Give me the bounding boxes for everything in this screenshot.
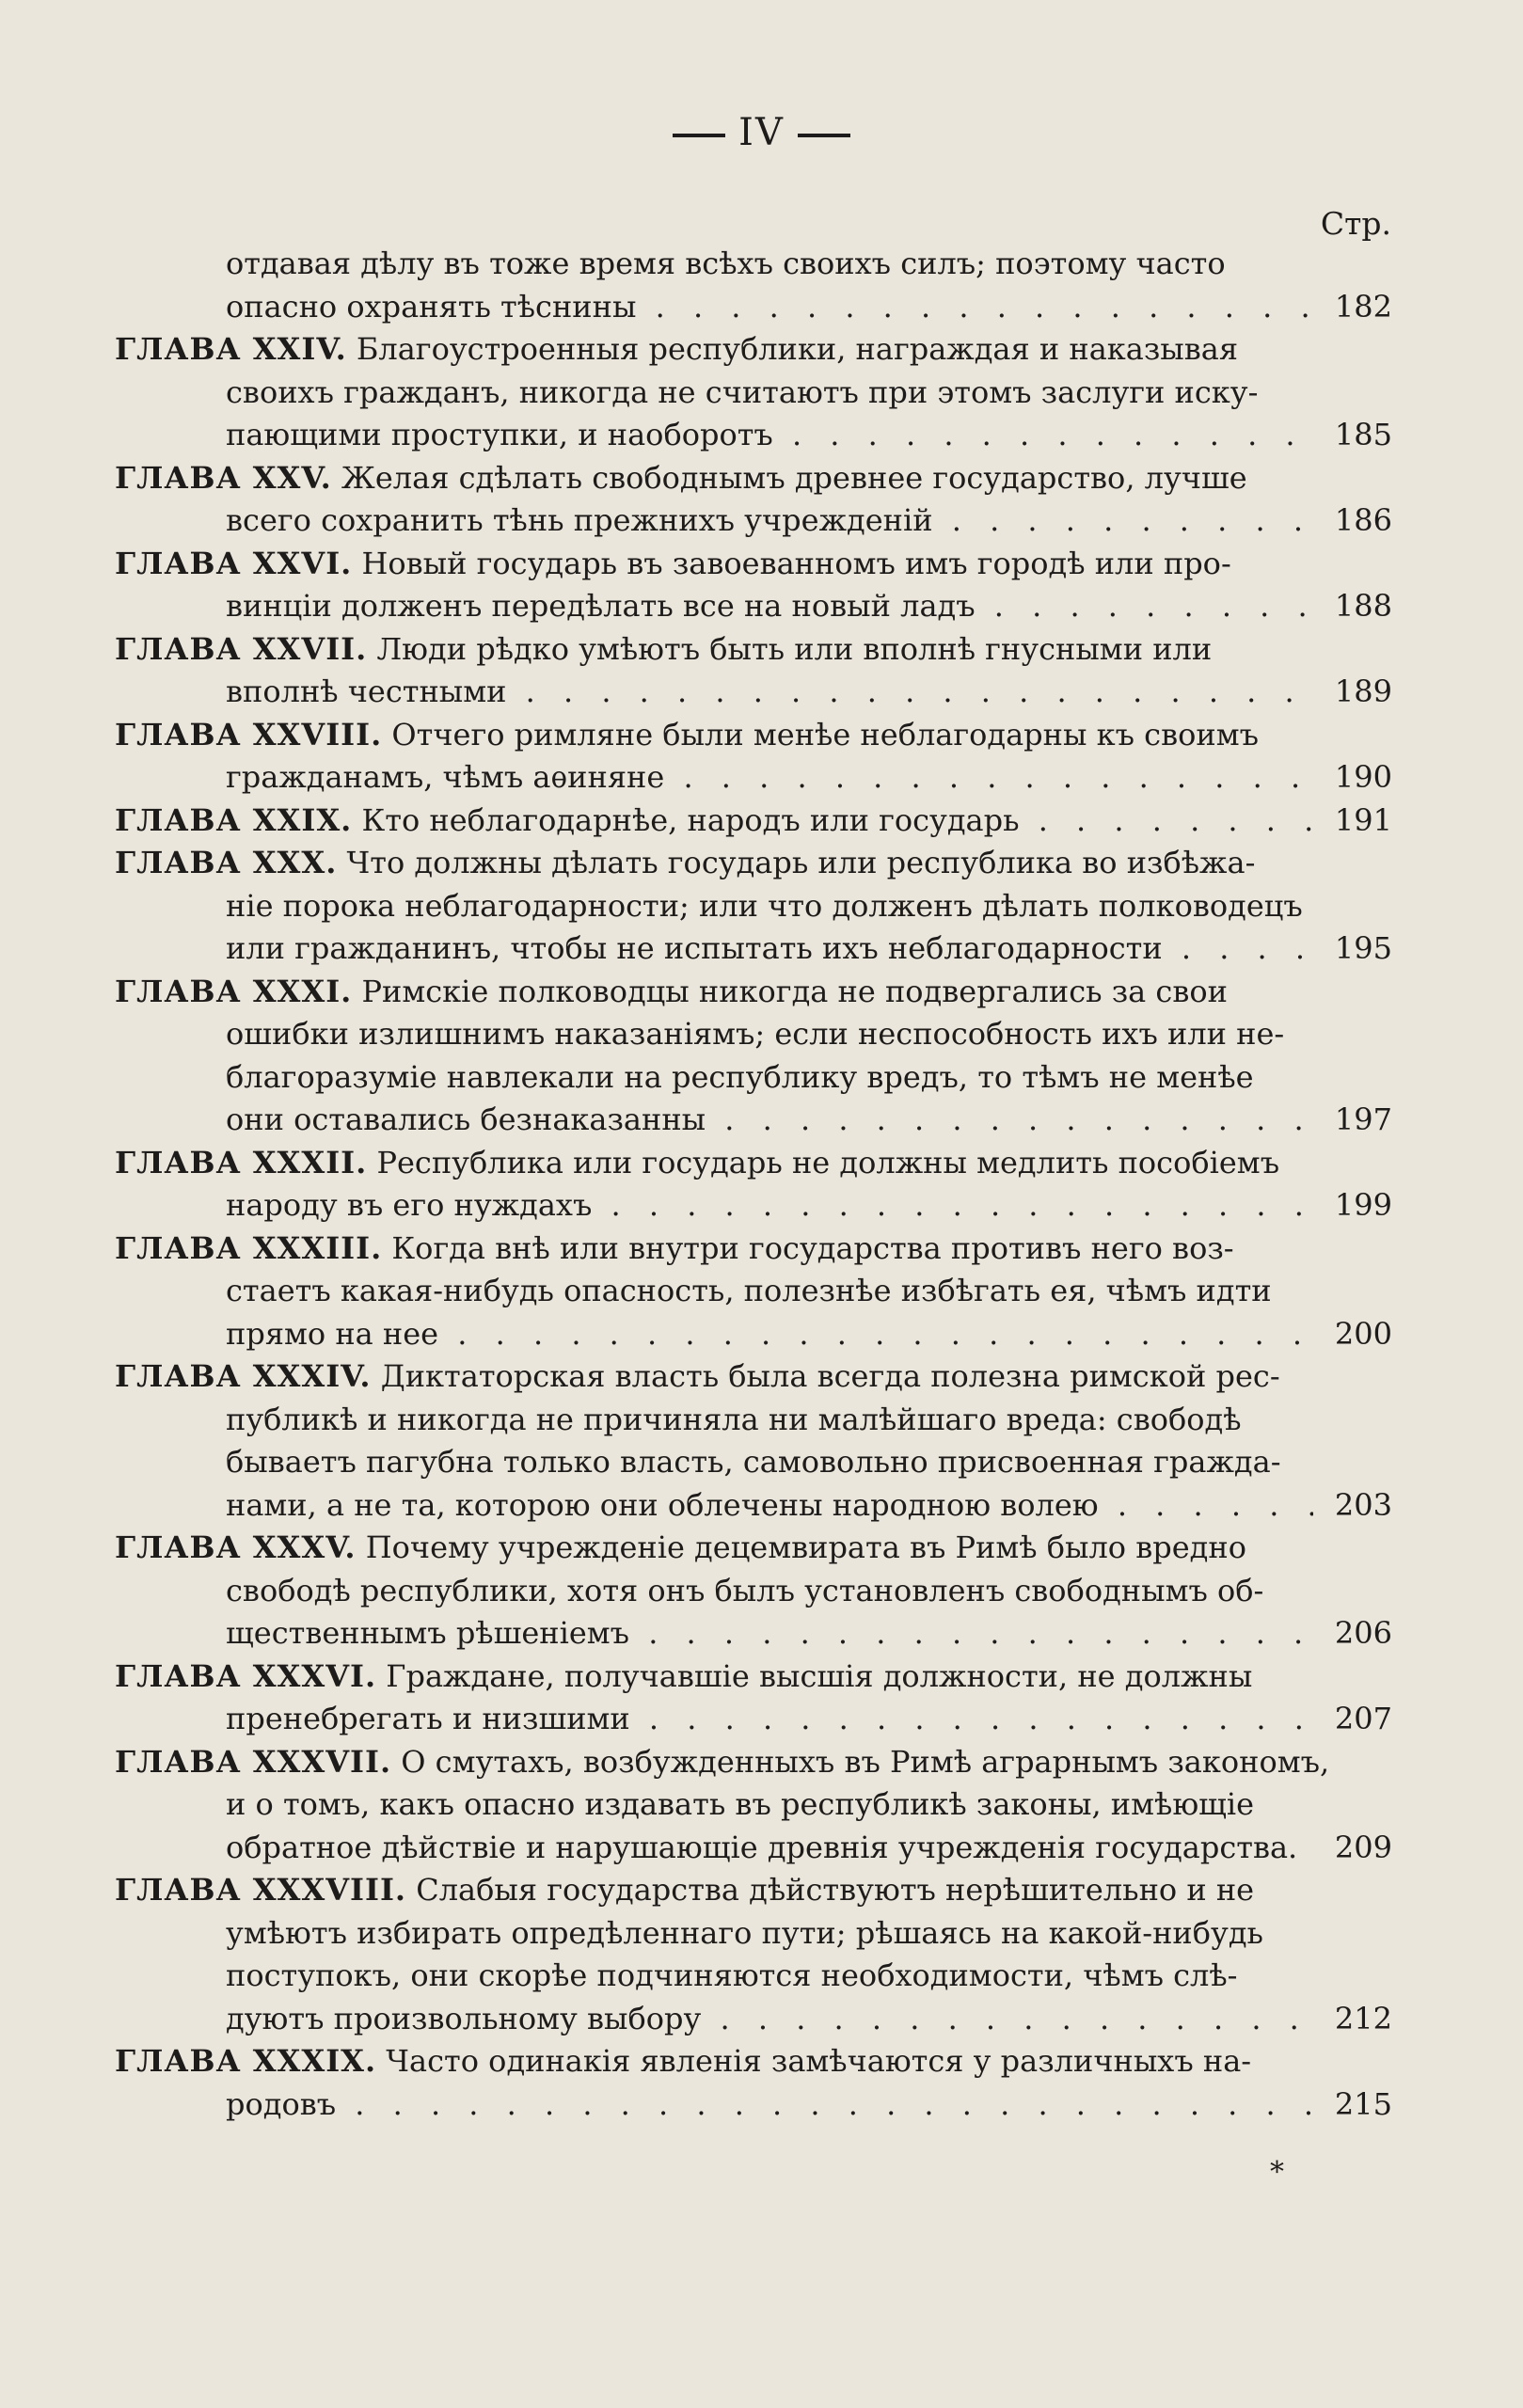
chapter-title-text: ошибки излишнимъ наказаніямъ; если неспособность ихъ или не- — [226, 1016, 1285, 1052]
chapter-heading: ГЛАВА XXXI. — [115, 973, 353, 1009]
page-number: 186 — [1313, 499, 1392, 543]
chapter-title-text: прямо на нее — [226, 1315, 439, 1352]
toc-entry-line — [115, 1270, 1392, 1313]
folio-left-dash — [673, 134, 725, 137]
toc-entry — [115, 243, 1392, 328]
toc-entry-line — [115, 1355, 1392, 1399]
page-number: 191 — [1313, 800, 1392, 843]
chapter-heading: ГЛАВА XXVI. — [115, 545, 353, 581]
chapter-heading: ГЛАВА XXXV. — [115, 1529, 357, 1565]
toc-entry — [115, 971, 1392, 1142]
toc-entry-line — [115, 286, 1392, 329]
chapter-title-text: щественнымъ рѣшеніемъ — [226, 1615, 630, 1651]
chapter-title-text: дуютъ произвольному выбору — [226, 2000, 702, 2036]
toc-entry-line — [115, 1656, 1392, 1699]
toc-entry — [115, 1741, 1392, 1870]
chapter-title-text: Желая сдѣлать свободнымъ древнее государство, лучше — [341, 459, 1247, 496]
toc-entry-line — [115, 714, 1392, 757]
chapter-title-text: всего сохранить тѣнь прежнихъ учрежденій — [226, 502, 933, 538]
toc-entry — [115, 1869, 1392, 2040]
chapter-title-text: Римскіе полководцы никогда не подвергались за свои — [361, 973, 1228, 1009]
toc-entry-line — [115, 1869, 1392, 1912]
chapter-title-text: благоразуміе навлекали на республику вредъ, то тѣмъ не менѣе — [226, 1058, 1254, 1095]
page-number: 197 — [1313, 1099, 1392, 1142]
toc-entry-line — [115, 1313, 1392, 1356]
toc-entry-line — [115, 1912, 1392, 1956]
toc-entry — [115, 543, 1392, 628]
chapter-title-text: нами, а не та, которою они облечены народною волею — [226, 1486, 1099, 1523]
toc-entry-line — [115, 372, 1392, 415]
toc-entry-line — [115, 1827, 1392, 1870]
chapter-title-text: они оставались безнаказанны — [226, 1101, 706, 1137]
toc-entry-line — [115, 2040, 1392, 2083]
page-number: 200 — [1313, 1313, 1392, 1356]
toc-entry-line — [115, 800, 1392, 843]
page-number: 206 — [1313, 1612, 1392, 1656]
chapter-title-text: своихъ гражданъ, никогда не считаютъ при этомъ заслуги иску- — [226, 373, 1259, 410]
toc-entry-line — [115, 756, 1392, 800]
toc-entry-line — [115, 1527, 1392, 1570]
chapter-heading: ГЛАВА XXXIV. — [115, 1358, 372, 1394]
chapter-heading: ГЛАВА XXXIX. — [115, 2043, 377, 2079]
chapter-title-text: винціи долженъ передѣлать все на новый ладъ — [226, 588, 976, 624]
chapter-title-text: народу въ его нуждахъ — [226, 1187, 593, 1223]
toc-entry-line — [115, 1013, 1392, 1056]
toc-entry-line — [115, 457, 1392, 500]
toc-entry-line — [115, 1570, 1392, 1613]
chapter-title-text: обратное дѣйствіе и нарушающіе древнія учрежденія государства. — [226, 1829, 1298, 1865]
page-folio — [0, 111, 1523, 154]
toc-entry-line — [115, 971, 1392, 1014]
toc-entry — [115, 1527, 1392, 1656]
chapter-title-text: Новый государь въ завоеванномъ имъ городѣ или про- — [361, 545, 1231, 581]
chapter-title-text: Что должны дѣлать государь или республика во избѣжа- — [346, 845, 1256, 880]
chapter-heading: ГЛАВА XXVII. — [115, 630, 368, 667]
toc-entry-line — [115, 1228, 1392, 1271]
toc-entry-line — [115, 1441, 1392, 1484]
chapter-title-text: и о томъ, какъ опасно издавать въ республикѣ законы, имѣющіе — [226, 1786, 1255, 1822]
chapter-heading: ГЛАВА XXXIII. — [115, 1229, 383, 1266]
toc-entry — [115, 1656, 1392, 1741]
chapter-title-text: пающими проступки, и наоборотъ — [226, 417, 773, 452]
toc-entry-line — [115, 1783, 1392, 1827]
toc-entry — [115, 800, 1392, 843]
folio-right-dash — [798, 134, 850, 137]
chapter-title-text: Кто неблагодарнѣе, народъ или государь — [361, 801, 1020, 838]
chapter-title-text: ніе порока неблагодарности; или что долженъ дѣлать полководецъ — [226, 887, 1303, 924]
toc-entry — [115, 1142, 1392, 1228]
toc-entry-line — [115, 927, 1392, 971]
toc-entry-line — [115, 1184, 1392, 1228]
toc-entry-line — [115, 1955, 1392, 1998]
toc-entry — [115, 628, 1392, 714]
chapter-title-text: Когда внѣ или внутри государства противъ него воз- — [391, 1229, 1234, 1266]
toc-entry — [115, 1355, 1392, 1527]
chapter-heading: ГЛАВА XXIX. — [115, 801, 353, 838]
toc-entry — [115, 842, 1392, 971]
toc-entry-line — [115, 543, 1392, 586]
toc-entry — [115, 2040, 1392, 2126]
toc-entry-line — [115, 628, 1392, 672]
page-number: 195 — [1313, 927, 1392, 971]
table-of-contents — [115, 243, 1392, 2126]
chapter-heading: ГЛАВА XXV. — [115, 459, 332, 496]
toc-entry — [115, 457, 1392, 543]
chapter-heading: ГЛАВА XXIV. — [115, 331, 347, 367]
chapter-title-text: Люди рѣдко умѣютъ быть или вполнѣ гнусными или — [376, 630, 1213, 667]
toc-entry-line — [115, 243, 1392, 286]
page-number: 188 — [1313, 585, 1392, 628]
chapter-title-text: Граждане, получавшіе высшія должности, не должны — [386, 1657, 1253, 1694]
toc-entry-line — [115, 1399, 1392, 1442]
toc-entry-line — [115, 585, 1392, 628]
page-number: 185 — [1313, 414, 1392, 457]
page-number: 182 — [1313, 286, 1392, 329]
chapter-title-text: гражданамъ, чѣмъ аѳиняне — [226, 759, 665, 795]
toc-entry-line — [115, 1484, 1392, 1528]
page-number: 189 — [1313, 671, 1392, 714]
page-number: 212 — [1313, 1998, 1392, 2041]
toc-entry-line — [115, 885, 1392, 928]
chapter-title-text: родовъ — [226, 2085, 337, 2122]
chapter-title-text: вполнѣ честными — [226, 673, 507, 709]
chapter-title-text: Отчего римляне были менѣе неблагодарны къ своимъ — [391, 716, 1259, 752]
chapter-title-text: Часто одинакія явленія замѣчаются у различныхъ на- — [386, 2043, 1252, 2079]
chapter-title-text: умѣютъ избирать опредѣленнаго пути; рѣшаясь на какой-нибудь — [226, 1914, 1263, 1951]
chapter-title-text: поступокъ, они скорѣе подчиняются необходимости, чѣмъ слѣ- — [226, 1957, 1238, 1993]
toc-entry-line — [115, 1698, 1392, 1741]
chapter-title-text: свободѣ республики, хотя онъ былъ установленъ свободнымъ об- — [226, 1572, 1264, 1608]
page-column-label: Стр. — [1320, 205, 1391, 242]
chapter-heading: ГЛАВА XXXVII. — [115, 1743, 392, 1780]
page-number: 207 — [1313, 1698, 1392, 1741]
toc-entry-line — [115, 671, 1392, 714]
chapter-heading: ГЛАВА XXXII. — [115, 1144, 368, 1180]
chapter-title-text: Республика или государь не должны медлить пособіемъ — [376, 1144, 1280, 1180]
toc-entry-line — [115, 499, 1392, 543]
chapter-title-text: Диктаторская власть была всегда полезна римской рес- — [380, 1358, 1280, 1394]
toc-entry-line — [115, 1998, 1392, 2041]
page-number: 199 — [1313, 1184, 1392, 1228]
page-number: 215 — [1313, 2083, 1392, 2127]
chapter-title-text: бываетъ пагубна только власть, самовольно присвоенная гражда- — [226, 1444, 1281, 1480]
chapter-title-text: пренебрегать и низшими — [226, 1701, 630, 1736]
chapter-title-text: Слабыя государства дѣйствуютъ нерѣшительно и не — [416, 1872, 1255, 1908]
toc-entry-line — [115, 328, 1392, 372]
chapter-title-text: О смутахъ, возбужденныхъ въ Римѣ аграрнымъ закономъ, — [401, 1743, 1330, 1780]
toc-entry-line — [115, 414, 1392, 457]
toc-entry-line — [115, 1612, 1392, 1656]
chapter-title-text: опасно охранять тѣснины — [226, 288, 637, 325]
page-number: 190 — [1313, 756, 1392, 800]
toc-entry-line — [115, 1741, 1392, 1784]
toc-entry-line — [115, 842, 1392, 885]
toc-entry-line — [115, 1056, 1392, 1100]
chapter-heading: ГЛАВА XXXVIII. — [115, 1872, 407, 1908]
toc-entry-line — [115, 1099, 1392, 1142]
chapter-title-text: отдавая дѣлу въ тоже время всѣхъ своихъ силъ; поэтому часто — [226, 246, 1226, 281]
toc-entry — [115, 714, 1392, 800]
page-number: 209 — [1313, 1827, 1392, 1870]
toc-entry — [115, 1228, 1392, 1356]
toc-entry — [115, 328, 1392, 457]
chapter-title-text: публикѣ и никогда не причиняла ни малѣйшаго вреда: свободѣ — [226, 1401, 1242, 1437]
end-mark: * — [1270, 2156, 1284, 2189]
chapter-title-text: стаетъ какая-нибудь опасность, полезнѣе избѣгать ея, чѣмъ идти — [226, 1273, 1272, 1308]
chapter-heading: ГЛАВА XXVIII. — [115, 716, 383, 752]
chapter-heading: ГЛАВА XXX. — [115, 845, 338, 880]
chapter-title-text: Почему учрежденіе децемвирата въ Римѣ было вредно — [365, 1529, 1246, 1565]
chapter-heading: ГЛАВА XXXVI. — [115, 1657, 377, 1694]
chapter-title-text: или гражданинъ, чтобы не испытать ихъ неблагодарности — [226, 930, 1163, 966]
folio-number: IV — [738, 111, 785, 154]
toc-entry-line — [115, 1142, 1392, 1185]
toc-entry-line — [115, 2083, 1392, 2127]
chapter-title-text: Благоустроенныя республики, награждая и наказывая — [356, 331, 1239, 367]
page-number: 203 — [1313, 1484, 1392, 1528]
